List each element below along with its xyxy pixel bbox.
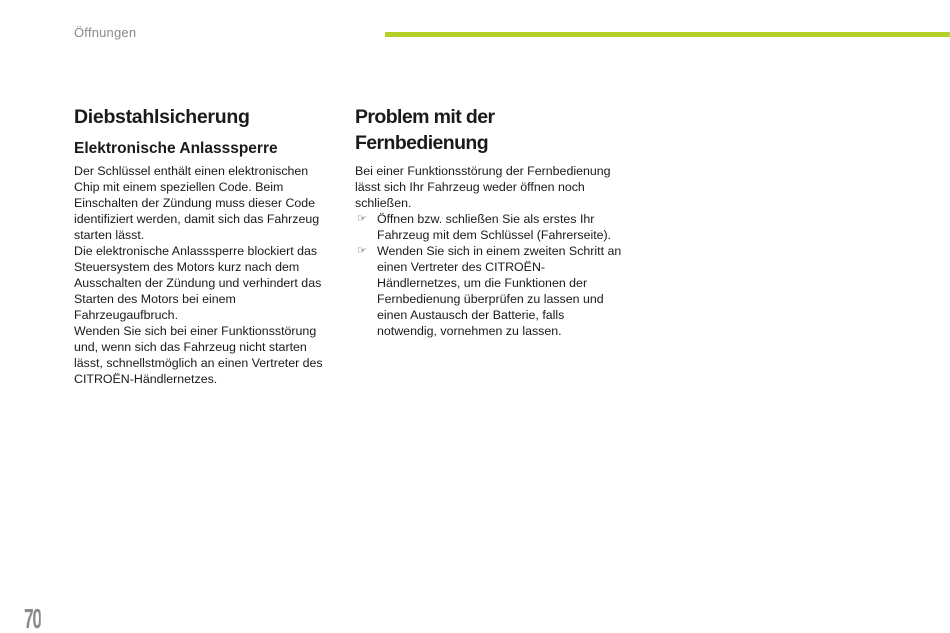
left-column	[74, 104, 329, 387]
pointing-hand-icon: ☞	[357, 213, 367, 225]
section-title: Öffnungen	[74, 25, 137, 40]
paragraph: Der Schlüssel enthält einen elektronischen Chip mit einem speziellen Code. Beim Einschalten der Zündung muss dieser Code identifiziert werden, damit sich das Fahrzeug starten lässt.	[74, 164, 320, 242]
header-accent-bar	[385, 32, 950, 37]
list-item-text: Wenden Sie sich in einem zweiten Schritt an einen Vertreter des CITROËN-Händlernetzes, um die Funktionen der Fernbedienung überprüfen zu lassen und einen Austausch der Batterie, falls notwendig, vornehmen zu lassen.	[377, 244, 622, 338]
paragraph: Wenden Sie sich bei einer Funktionsstörung und, wenn sich das Fahrzeug nicht starten lässt, schnellstmöglich an einen Vertreter des CITROËN-Händlernetzes.	[74, 324, 323, 386]
subheading-immobiliser: Elektronische Anlasssperre	[74, 140, 278, 157]
intro-paragraph: Bei einer Funktionsstörung der Fernbedienung lässt sich Ihr Fahrzeug weder öffnen noch schließen.	[355, 164, 611, 210]
pointing-hand-icon: ☞	[357, 245, 367, 257]
list-item	[355, 243, 625, 339]
heading-remote-problem: Problem mit der Fernbedienung	[355, 106, 495, 154]
instruction-list	[355, 211, 625, 339]
list-item	[355, 211, 625, 243]
heading-theft-protection: Diebstahlsicherung	[74, 106, 250, 128]
page-number: 70	[24, 604, 41, 633]
paragraph: Die elektronische Anlasssperre blockiert das Steuersystem des Motors kurz nach dem Ausschalten der Zündung und verhindert das Starten des Motors bei einem Fahrzeugaufbruch.	[74, 244, 322, 322]
right-column	[355, 104, 625, 339]
list-item-text: Öffnen bzw. schließen Sie als erstes Ihr Fahrzeug mit dem Schlüssel (Fahrerseite).	[377, 212, 612, 242]
